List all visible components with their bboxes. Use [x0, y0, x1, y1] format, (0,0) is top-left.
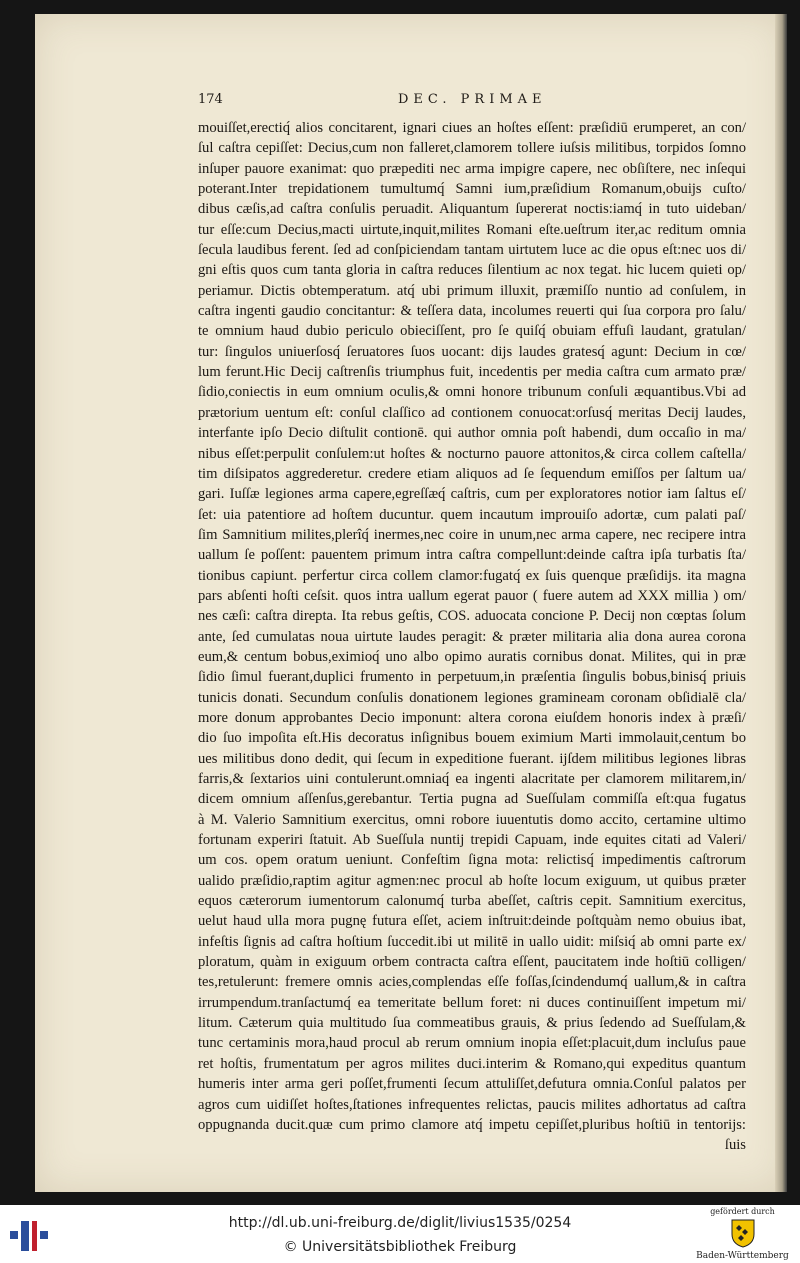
text-line: dibus cæſis,ad caſtra conſulis peruadit. Aliquantum ſupererat noctis:iamq́ in tuto uideban/	[198, 201, 746, 218]
page-header	[198, 92, 743, 110]
copyright-text: © Universitätsbibliothek Freiburg	[283, 1239, 517, 1255]
text-line: equos cæterorum iumentorum calonumq́ turba abeſſet, caſtris cepit. Samnitium exercitus,	[198, 893, 746, 910]
text-line: uelut haud ulla mora pugnę futura eſſet, aciem inſtruit:deinde poſtquàm nemo obuius ibat,	[198, 913, 746, 930]
catchword: ſuis	[724, 1137, 746, 1154]
text-line: ret hoſtis, frumentatum per agros milites duci.interim & Romano,qui expeditus quantum	[198, 1055, 746, 1072]
text-line: interfante ipſo Decio diſtulit contionē. qui author omnia poſt habendi, dum occaſio in ma/	[198, 425, 746, 442]
text-line: agros cum uidiſſet hoſtes,ſtationes infrequentes relictas, paucis milites adhortatus ad caſtra	[198, 1096, 746, 1113]
text-line: tur eſſe:cum Decius,macti uirtute,inquit,milites Romani eſte.ueſtrum iter,ac reditum omnia	[198, 221, 746, 238]
text-line: tim diſsipatos aggrederetur. credere etiam aliquos ad ſe ſequendum emiſſos per ſaltum ua/	[198, 465, 746, 482]
coat-of-arms-icon	[730, 1218, 756, 1248]
body-text	[198, 118, 746, 1156]
permalink-url[interactable]: http://dl.ub.uni-freiburg.de/diglit/livius1535/0254	[228, 1215, 572, 1231]
text-line: te omnium haud dubio periculo obieciſſent, pro ſe quiſq́ obuiam effuſi laudant, gratulan/	[198, 323, 746, 340]
text-line: mouiſſet,erectiq́ alios concitarent, ignari ciues an hoſtes eſſent: præſidiū erumperet, an con/	[198, 120, 746, 136]
text-line: ſidio,coniectis in eum omnium oculis,& omni honore tribunum conſuli æquantibus.Vbi ad	[198, 384, 746, 401]
sponsor-name: Baden-Württemberg	[696, 1251, 789, 1261]
text-line: ſet: uia patentiore ad hoſtem ducuntur. quem incautum improuiſo adortæ, cum palati paſ/	[198, 506, 746, 523]
text-line: fortunam experiri ſtatuit. Ab Sueſſula nuntij trepidi Capuam, inde equites citati ad Valeri/	[198, 832, 746, 849]
text-line: à M. Valerio Samnitium exercitus, omni robore iuuentutis domo accito, certamine ultimo	[198, 811, 746, 828]
text-line: tur: ſingulos uniuerſosq́ ſeruatores ſuos uocant: dijs laudes gratesq́ agunt: Decium in cœ/	[198, 343, 746, 360]
text-line: ſecula laudibus ferent. ſed ad conſpiciendam tantam uirtutem luce ac die opus eſt:nec uos di/	[198, 242, 746, 259]
text-line: infeſtis ſignis ad caſtra hoſtium ſuccedit.ibi ut militē in uallo uidit: miſsiq́ ab omni parte ex/	[198, 933, 746, 950]
sponsor-label: gefördert durch	[710, 1207, 775, 1216]
running-head: DEC. PRIMAE	[398, 92, 547, 107]
text-line: humeris inter arma geri poſſet,frumenti ſecum attuliſſet,defutura omnia.Conſul palatos per	[198, 1076, 746, 1093]
text-line: uallum ſe poſſent: pauentem primum intra caſtra compellunt:deinde caſtra ipſa turbatis ſta/	[198, 547, 746, 564]
sponsor-badge	[690, 1207, 795, 1263]
text-line: tes,retulerunt: fremere omnis acies,complendas eſſe foſſas,ſcindendumq́ uallum,& in caſtra	[198, 974, 746, 991]
text-line: poterant.Inter trepidationem tumultumq́ Samni ium,præſidium Romanum,obuijs cuſto/	[198, 181, 746, 198]
text-line: ſidio ſimul fuerant,duplici frumento in perpetuum,in præſentia ſingulis bobus,binisq́ priuis	[198, 669, 746, 686]
text-line: dicem omnium aſſenſus,gerebantur. Tertia pugna ad Sueſſulam commiſſa eſt:qua fugatus	[198, 791, 746, 808]
text-line: ſim Samnitium milites,plerîq́ inermes,nec coire in unum,nec arma capere, nec recipere intra	[198, 526, 746, 543]
text-line: pars abſenti hoſti ceſsit. quos intra uallum egerat pauor ( fuere autem ad XXX millia ) om/	[198, 587, 746, 604]
text-line: um cos. opem oratum ueniunt. Confeſtim ſigna mota: relictisq́ impedimentis caſtrorum	[198, 852, 746, 869]
text-line: litum. Cæterum quia multitudo ſua commeatibus grauis, & prius ſedendo ad Sueſſulam,&	[198, 1015, 746, 1032]
text-line: periamur. Dictis obtemperatum. atq́ ubi primum illuxit, præmiſſo nuntio ad conſulem, in	[198, 282, 746, 299]
folio-number: 174	[198, 92, 223, 107]
text-line: inſuper pauore exanimat: quo præpediti nec arma impigre capere, nec obſiſtere, nec inſequi	[198, 160, 746, 177]
text-line: oppugnanda ducit.quæ cum primo clamore atq́ impetu cepiſſet,pluribus hoſtiū in tentorijs:	[198, 1116, 746, 1133]
text-line: nibus eſſet:perpulit conſulem:ut hoſtes & nocturno pauore attonitos,& circa collem caſtella/	[198, 445, 746, 462]
text-line: tunc certaminis mora,haud procul ab rerum omnium inopia eſſet:placuit,dum incluſus paue	[198, 1035, 746, 1052]
text-line: farris,& ſextarios uini contulerunt.omniaq́ ea ingenti alacritate per clamorem militarem,in/	[198, 771, 746, 787]
text-line: gari. Iuſſæ legiones arma capere,egreſſæq́ caſtris, cum per exploratores notior iam ſaltus eſ/	[198, 486, 746, 503]
text-line: irrumpendum.tranſactumq́ ea temeritate bellum foret: ni duces continuiſſent impetum mi/	[198, 994, 746, 1011]
text-line: ante, ſed cumulatas noua uirtute laudes peragit: & præter militaria alia dona aurea corona	[198, 628, 746, 645]
text-line: ues militibus dono dedit, qui ſecum in expeditione fuerant. ijſdem militibus legiones libras	[198, 750, 746, 767]
text-line: gni eſtis quos cum tanta gloria in caſtra reduces ſilentium ac nox tegat. hic lucem quieti op/	[198, 262, 746, 279]
text-line: ſul caſtra cepiſſet: Decius,cum non falleret,clamorem tollere iuſsis militibus, torpidos ſomno	[198, 140, 746, 157]
text-line: dio ſuo impoſita eſt.His decoratus inſignibus bouem eximium Marti immolauit,centum bo	[198, 730, 746, 747]
text-line: ualido præſidio,raptim agitur agmen:nec procul ab hoſte locum exiguum, ut quibus præter	[198, 872, 746, 889]
page-edge	[775, 14, 787, 1192]
text-line: prætorium uentum eſt: conſul claſſico ad contionem conuocat:orſusq́ meritas Decij laudes,	[198, 404, 746, 421]
text-line: caſtra ingenti gaudio concitantur: & teſſera data, incolumes reuerti qui ſua corpora pro ſalu/	[198, 303, 746, 320]
text-line: nes cæſi: caſtra direpta. Ita rebus geſtis, COS. aduocata concione P. Decij non cœptas ſolum	[198, 608, 746, 625]
text-line: tunicis donati. Secundum conſulis donationem legiones gramineam coronam obſidialē cla/	[198, 689, 746, 706]
text-line: tionibus capiunt. perfertur circa collem clamor:fugatq́ ex ſuis quenque præſidijs. ita magna	[198, 567, 746, 584]
text-line: eum,& centum bobus,eximioq́ uno albo opimo auratis cornibus donat. Milites, qui in præ	[198, 648, 746, 665]
text-line: more donum approbantes Decio imponunt: altera corona eiuſdem honoris index à præſi/	[198, 709, 746, 726]
text-line: lum ferunt.Hic Decij caſtrenſis triumphus fuit, incedentis per media caſtra cum armato præ/	[198, 364, 746, 381]
text-line: ploratum, quàm in exiguum orbem contracta caſtra eſſent, paucitatem inde hoſtiū colligen/	[198, 954, 746, 971]
viewer-footer	[0, 1205, 800, 1263]
